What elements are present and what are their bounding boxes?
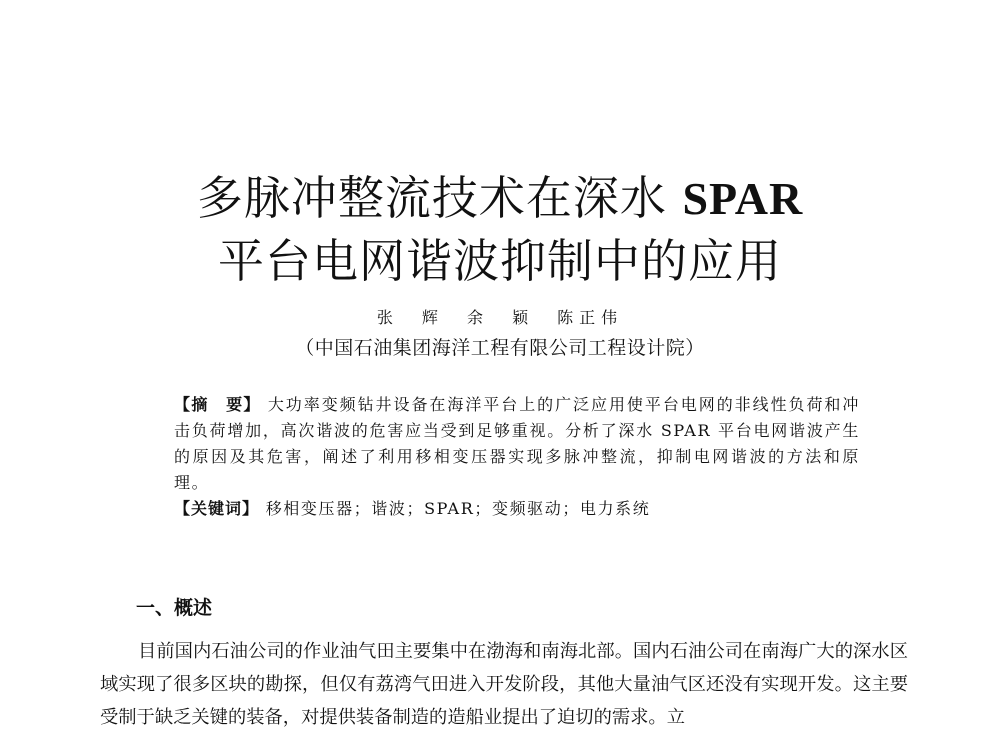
abstract-paragraph [136,392,860,496]
author-list: 张 辉 余 颖 陈正伟 [376,308,624,327]
abstract-text: 大功率变频钻井设备在海洋平台上的广泛应用使平台电网的非线性负荷和冲击负荷增加，高次谐波的危害应当受到足够重视。分析了深水 SPAR 平台电网谐波产生的原因及其危害，阐述了利用移相变压器实现多脉冲整流，抑制电网谐波的方法和原理。 [174,395,860,492]
abstract-label: 【摘 要】 [174,395,261,414]
paper-title-line-2: 平台电网谐波抑制中的应用 [218,234,782,288]
keywords-text: 移相变压器；谐波；SPAR；变频驱动；电力系统 [265,499,651,518]
keywords-label: 【关键词】 [174,499,260,518]
body-text [100,635,908,734]
abstract-block [136,392,860,522]
title-chinese-part: 多脉冲整流技术在深水 [196,171,667,225]
paper-title-line-1 [0,171,1000,225]
section-heading: 一、概述 [136,597,213,619]
title-latin-part: SPAR [682,173,804,224]
affiliation: （中国石油集团海洋工程有限公司工程设计院） [295,337,705,359]
body-paragraph: 目前国内石油公司的作业油气田主要集中在渤海和南海北部。国内石油公司在南海广大的深水区域实现了很多区块的勘探，但仅有荔湾气田进入开发阶段，其他大量油气区还没有实现开发。这主要受制于缺乏关键的装备，对提供装备制造的造船业提出了迫切的需求。立 [100,641,908,728]
keywords-paragraph [136,496,860,522]
